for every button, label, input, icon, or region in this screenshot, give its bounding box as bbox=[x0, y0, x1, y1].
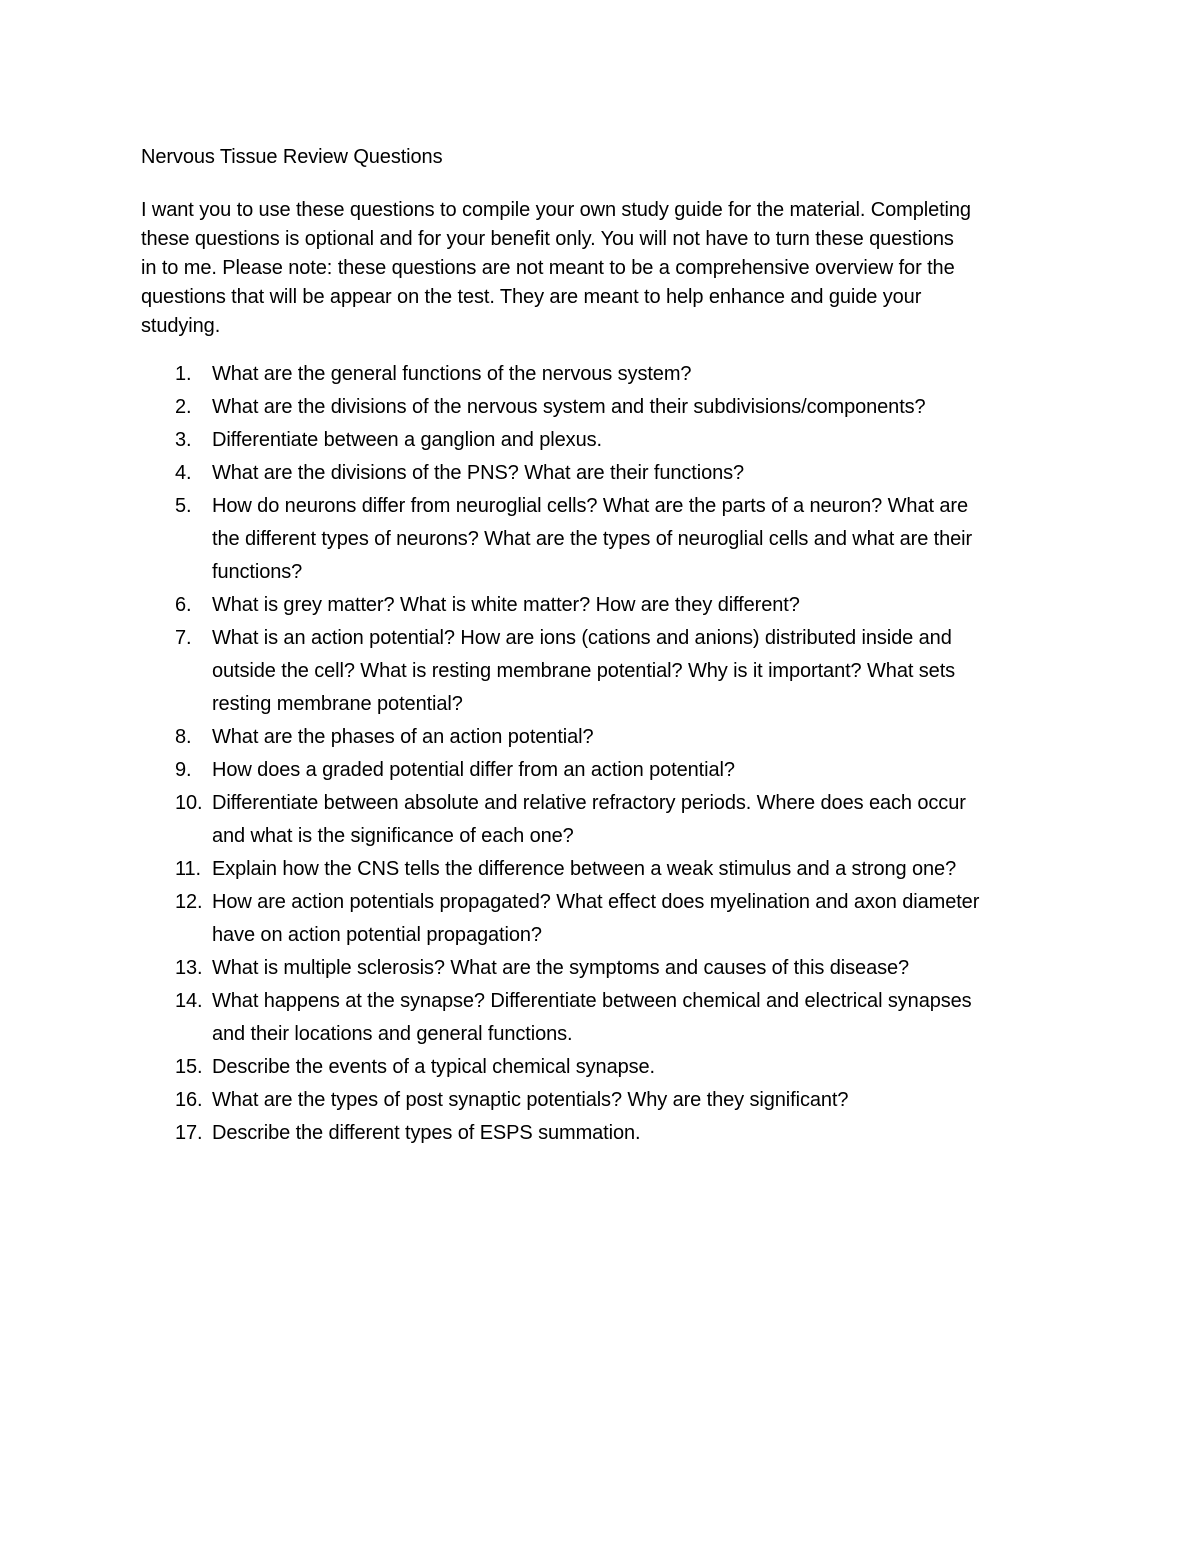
question-number: 16. bbox=[175, 1089, 203, 1111]
question-text-line: the different types of neurons? What are the types of neuroglial cells and what are their bbox=[212, 528, 973, 550]
question-number: 11. bbox=[175, 858, 202, 880]
question-text-line: Describe the different types of ESPS summation. bbox=[212, 1122, 641, 1144]
question-item bbox=[141, 589, 1071, 622]
question-item bbox=[141, 721, 1071, 754]
question-text-line: Differentiate between absolute and relative refractory periods. Where does each occur bbox=[212, 792, 966, 814]
question-text-line: What are the types of post synaptic potentials? Why are they significant? bbox=[212, 1089, 849, 1111]
intro-paragraph bbox=[141, 196, 1071, 341]
intro-line: questions that will be appear on the test. They are meant to help enhance and guide your bbox=[141, 286, 922, 308]
question-number: 4. bbox=[175, 462, 192, 484]
question-item bbox=[141, 391, 1071, 424]
question-number: 2. bbox=[175, 396, 192, 418]
question-number: 6. bbox=[175, 594, 192, 616]
question-number: 17. bbox=[175, 1122, 203, 1144]
question-text-line: and their locations and general functions. bbox=[212, 1023, 573, 1045]
question-item bbox=[141, 622, 1071, 721]
question-text-line: outside the cell? What is resting membrane potential? Why is it important? What sets bbox=[212, 660, 956, 682]
intro-line: I want you to use these questions to compile your own study guide for the material. Completing bbox=[141, 199, 971, 221]
question-number: 10. bbox=[175, 792, 203, 814]
question-item bbox=[141, 985, 1071, 1051]
question-text-line: What are the general functions of the nervous system? bbox=[212, 363, 692, 385]
question-item bbox=[141, 886, 1071, 952]
question-item bbox=[141, 1084, 1071, 1117]
question-item bbox=[141, 1117, 1071, 1150]
question-item bbox=[141, 358, 1071, 391]
question-text-line: What is multiple sclerosis? What are the symptoms and causes of this disease? bbox=[212, 957, 910, 979]
question-text-line: and what is the significance of each one? bbox=[212, 825, 574, 847]
question-number: 15. bbox=[175, 1056, 203, 1078]
intro-line: these questions is optional and for your benefit only. You will not have to turn these questions bbox=[141, 228, 954, 250]
question-number: 14. bbox=[175, 990, 203, 1012]
question-text-line: How do neurons differ from neuroglial cells? What are the parts of a neuron? What are bbox=[212, 495, 968, 517]
question-text-line: functions? bbox=[212, 561, 303, 583]
question-text-line: What is grey matter? What is white matter? How are they different? bbox=[212, 594, 800, 616]
intro-line: studying. bbox=[141, 315, 221, 337]
question-text-line: have on action potential propagation? bbox=[212, 924, 542, 946]
question-text-line: resting membrane potential? bbox=[212, 693, 463, 715]
question-text-line: Explain how the CNS tells the difference between a weak stimulus and a strong one? bbox=[212, 858, 957, 880]
question-text-line: What are the divisions of the nervous system and their subdivisions/components? bbox=[212, 396, 926, 418]
question-item bbox=[141, 1051, 1071, 1084]
question-number: 5. bbox=[175, 495, 192, 517]
question-text-line: What are the phases of an action potential? bbox=[212, 726, 594, 748]
question-text-line: How does a graded potential differ from an action potential? bbox=[212, 759, 735, 781]
question-item bbox=[141, 787, 1071, 853]
question-text-line: What are the divisions of the PNS? What are their functions? bbox=[212, 462, 745, 484]
question-number: 3. bbox=[175, 429, 192, 451]
question-item bbox=[141, 490, 1071, 589]
intro-line: in to me. Please note: these questions are not meant to be a comprehensive overview for the bbox=[141, 257, 955, 279]
question-number: 12. bbox=[175, 891, 203, 913]
question-item bbox=[141, 457, 1071, 490]
question-text-line: What is an action potential? How are ions (cations and anions) distributed inside and bbox=[212, 627, 952, 649]
question-number: 9. bbox=[175, 759, 192, 781]
question-item bbox=[141, 424, 1071, 457]
question-number: 8. bbox=[175, 726, 192, 748]
question-list bbox=[141, 358, 1071, 1150]
question-number: 13. bbox=[175, 957, 203, 979]
question-number: 1. bbox=[175, 363, 192, 385]
page-title: Nervous Tissue Review Questions bbox=[141, 146, 443, 168]
question-text-line: What happens at the synapse? Differentiate between chemical and electrical synapses bbox=[212, 990, 972, 1012]
question-number: 7. bbox=[175, 627, 192, 649]
question-item bbox=[141, 853, 1071, 886]
question-item bbox=[141, 952, 1071, 985]
question-text-line: Differentiate between a ganglion and plexus. bbox=[212, 429, 602, 451]
question-text-line: How are action potentials propagated? What effect does myelination and axon diameter bbox=[212, 891, 980, 913]
question-item bbox=[141, 754, 1071, 787]
question-text-line: Describe the events of a typical chemical synapse. bbox=[212, 1056, 655, 1078]
